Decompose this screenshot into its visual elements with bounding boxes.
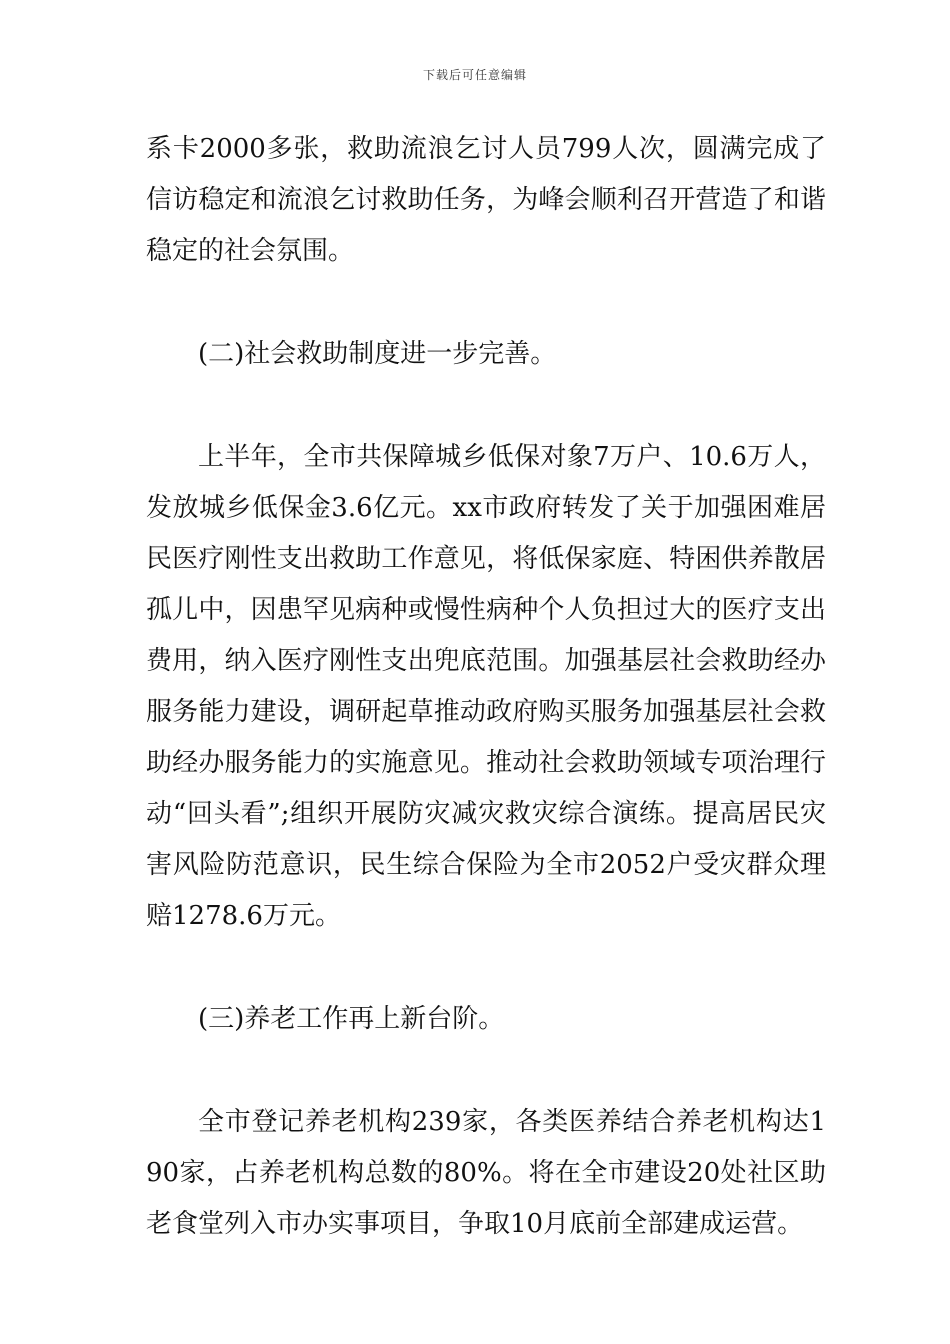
section-heading-3: (三)养老工作再上新台阶。 <box>198 1004 505 1034</box>
paragraph-elderly-care: 全市登记养老机构239家，各类医养结合养老机构达190家，占养老机构总数的80%。将在全市建设20处社区助老食堂列入市办实事项目，争取10月底前全部建成运营。 <box>146 1107 826 1239</box>
section-heading-2: (二)社会救助制度进一步完善。 <box>198 339 557 369</box>
page-header: 下载后可任意编辑 <box>422 68 527 82</box>
document-body <box>146 124 826 1250</box>
paragraph-continuation: 系卡2000多张，救助流浪乞讨人员799人次，圆满完成了信访稳定和流浪乞讨救助任务，为峰会顺利召开营造了和谐稳定的社会氛围。 <box>146 134 826 266</box>
paragraph-social-assistance: 上半年，全市共保障城乡低保对象7万户、10.6万人，发放城乡低保金3.6亿元。xx市政府转发了关于加强困难居民医疗刚性支出救助工作意见，将低保家庭、特困供养散居孤儿中，因患罕见病种或慢性病种个人负担过大的医疗支出费用，纳入医疗刚性支出兜底范围。加强基层社会救助经办服务能力建设，调研起草推动政府购买服务加强基层社会救助经办服务能力的实施意见。推动社会救助领域专项治理行动“回头看”;组织开展防灾减灾救灾综合演练。提高居民灾害风险防范意识，民生综合保险为全市2052户受灾群众理赔1278.6万元。 <box>146 442 826 931</box>
